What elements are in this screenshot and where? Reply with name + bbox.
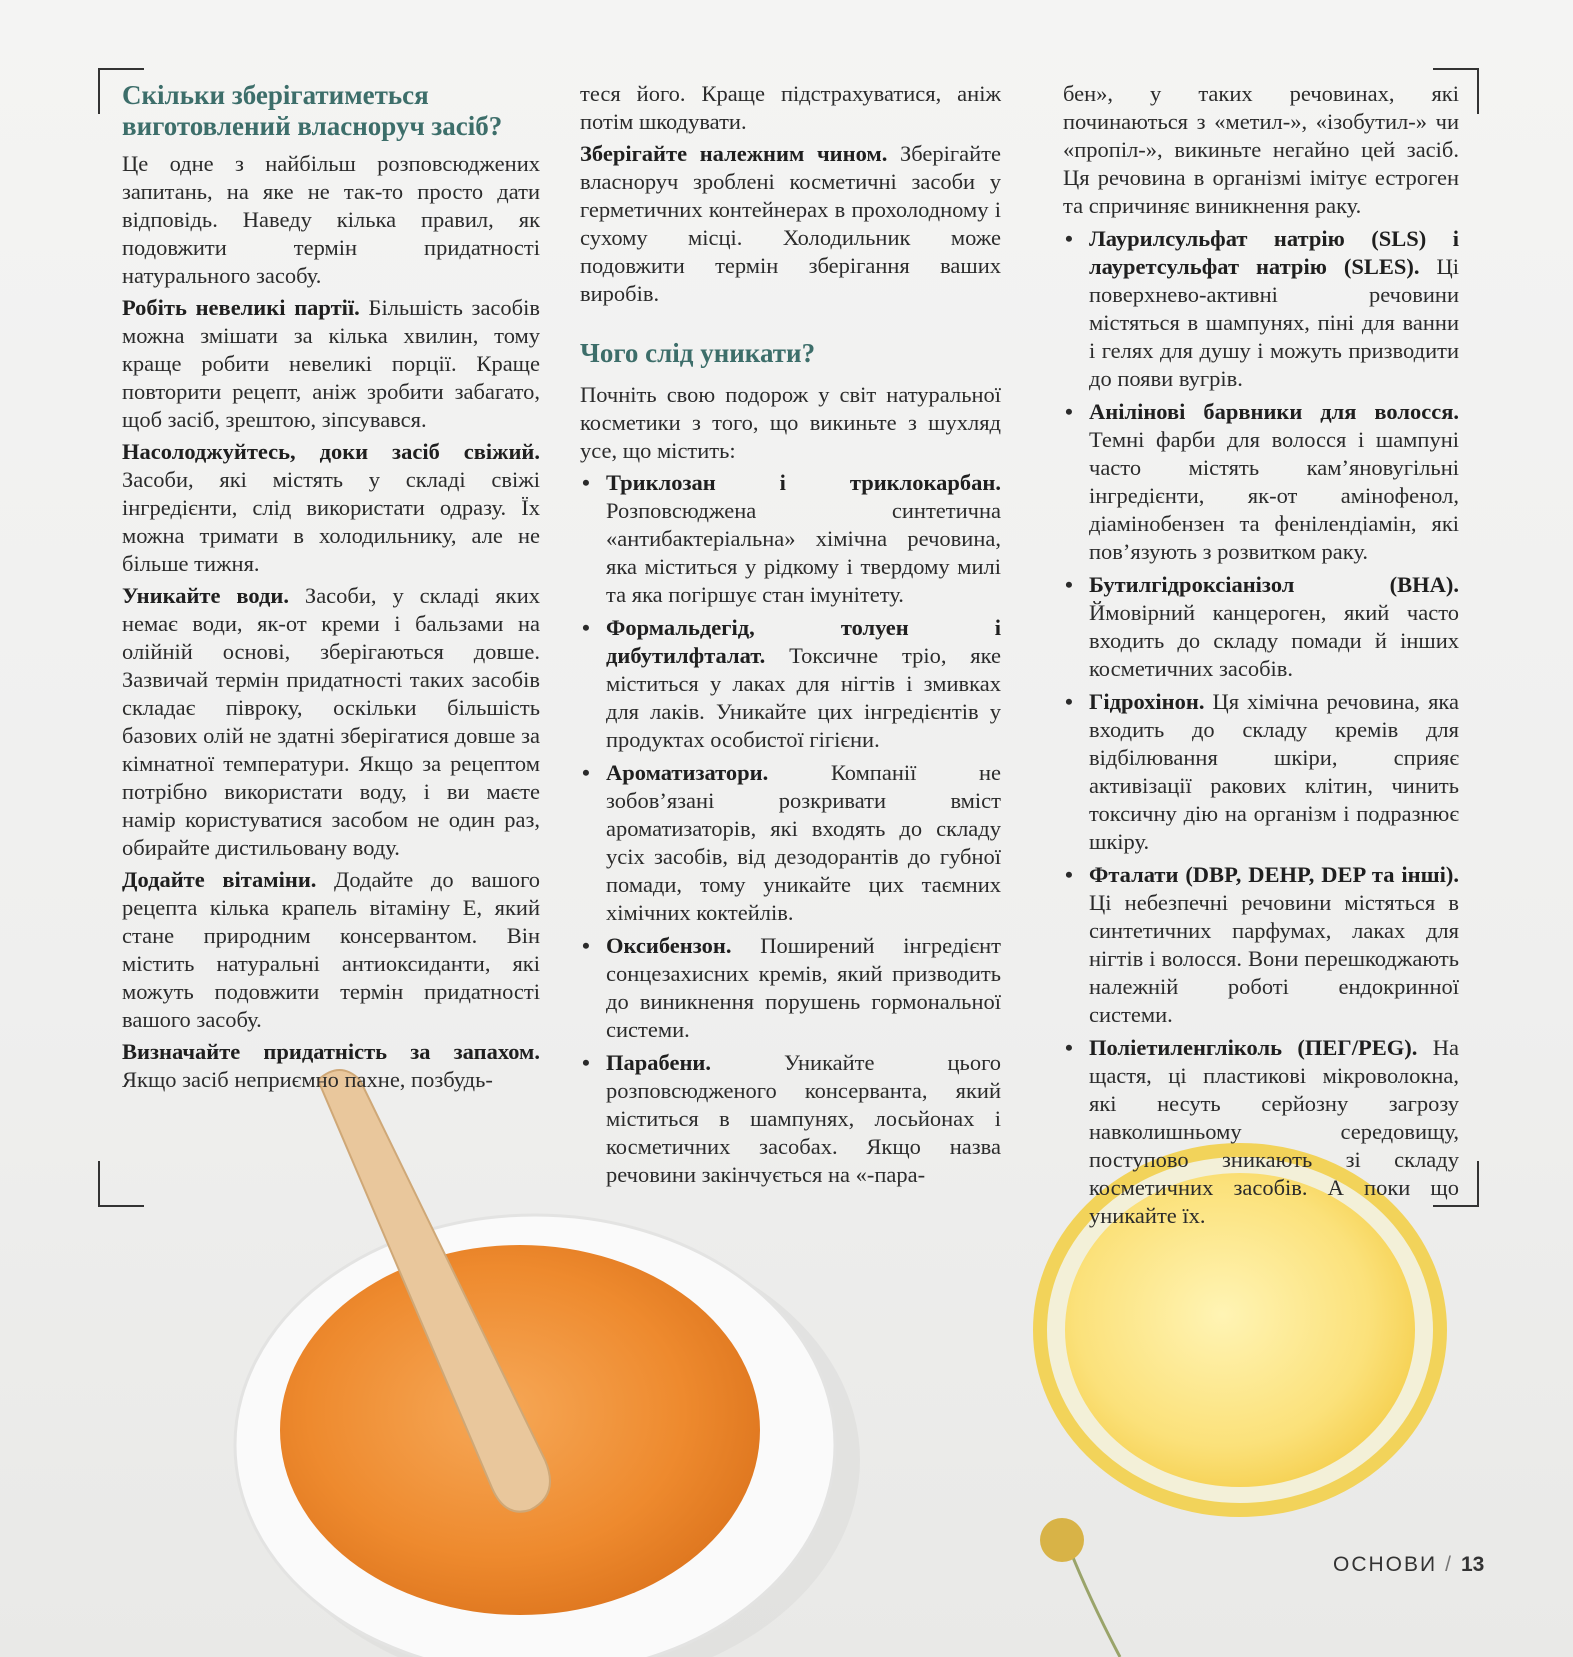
rule-text: Якщо засіб неприємно пахне, позбудь- xyxy=(122,1067,493,1092)
item-title: Формальдегід, толуен і дибутилфталат. xyxy=(606,615,1001,668)
bullet-icon: • xyxy=(1065,862,1073,887)
list-item xyxy=(580,759,1001,927)
paragraph-intro: Почніть свою подорож у світ натуральної косметики з того, що викиньте з шухляд усе, що містить: xyxy=(580,382,1001,463)
paragraph-continued: бен», у таких речовинах, які починаються з «метил-», «ізобутил-» чи «пропіл-», викиньте негайно цей засіб. Ця речовина в організмі імітує естроген та спричиняє виникнення раку. xyxy=(1063,81,1459,218)
item-title: Парабени. xyxy=(606,1050,712,1075)
rule-title: Насолоджуйтесь, доки засіб свіжий. xyxy=(122,439,540,464)
rule-text: Зберігайте власноруч зроблені косметичні засоби у герметичних контейнерах в прохолодному і сухому місці. Холодильник може подовжити термін зберігання ваших виробів. xyxy=(580,141,1001,306)
item-title: Фталати (DBP, DEHP, DEP та інші). xyxy=(1089,862,1459,887)
bullet-icon: • xyxy=(1065,226,1073,251)
heading-storage: Скільки зберігатиметься виготовлений власноруч засіб? xyxy=(122,80,503,141)
bullet-icon: • xyxy=(582,760,590,785)
item-title: Оксибензон. xyxy=(606,933,732,958)
list-item xyxy=(1063,571,1459,683)
page-number: 13 xyxy=(1460,1553,1485,1576)
rule-title: Зберігайте належним чином. xyxy=(580,141,888,166)
item-title: Триклозан і триклокарбан. xyxy=(606,470,1001,495)
bullet-icon: • xyxy=(582,1050,590,1075)
column-2 xyxy=(580,80,1001,1194)
list-item xyxy=(580,614,1001,754)
chamomile-flower xyxy=(1040,1518,1084,1562)
avoid-list-continued xyxy=(1063,225,1459,1230)
frame-corner-bottom-left xyxy=(98,1161,144,1207)
item-text: Ймовірний канцероген, який часто входить до складу помади й інших косметичних засобів. xyxy=(1089,600,1459,681)
heading-avoid: Чого слід уникати? xyxy=(580,338,816,368)
item-text: Поширений інгредієнт сонцезахисних кремів, який призводить до виникнення порушень гормональної системи. xyxy=(606,933,1001,1042)
item-text: Токсичне тріо, яке міститься у лаках для нігтів і змивках для лаків. Уникайте цих інгредієнтів у продуктах особистої гігієни. xyxy=(606,643,1001,752)
bullet-icon: • xyxy=(582,933,590,958)
list-item xyxy=(580,1049,1001,1189)
paragraph-rule xyxy=(580,140,1001,308)
page-footer xyxy=(1333,1553,1484,1577)
list-item xyxy=(1063,688,1459,856)
avoid-list xyxy=(580,469,1001,1189)
rule-text: Засоби, у складі яких немає води, як-от креми і бальзами на олійній основі, зберігаються довше. Зазвичай термін придатності таких засобів складає півроку, оскільки більшість базових олій не здатні зберігатися довше за кімнатної температури. Якщо за рецептом потрібно використати воду, і ви маєте намір користуватися засобом не один раз, обирайте дистильовану воду. xyxy=(122,583,540,860)
footer-separator: / xyxy=(1445,1553,1453,1576)
paragraph-intro: Це одне з найбільш розповсюджених запитань, на яке не так-то просто дати відповідь. Наведу кілька правил, як подовжити термін придатності натурального засобу. xyxy=(122,151,540,288)
column-3 xyxy=(1063,80,1459,1235)
rule-text: Додайте до вашого рецепта кілька крапель вітаміну Е, який стане природним консервантом. Він містить натуральні антиоксиданти, які можуть подовжити термін придатності вашого засобу. xyxy=(122,867,541,1032)
paragraph-rule xyxy=(122,294,540,434)
bullet-icon: • xyxy=(1065,572,1073,597)
item-text: Ці небезпечні речовини містяться в синтетичних парфумах, лаках для нігтів і волосся. Вони перешкоджають належній роботі ендокринної системи. xyxy=(1089,890,1459,1027)
rule-text: Засоби, які містять у складі свіжі інгредієнти, слід використати одразу. Їх можна тримати в холодильнику, але не більше тижня. xyxy=(122,467,540,576)
item-title: Гідрохінон. xyxy=(1089,689,1205,714)
bullet-icon: • xyxy=(1065,399,1073,424)
column-1 xyxy=(122,80,540,1098)
rule-title: Додайте вітаміни. xyxy=(122,867,317,892)
item-text: Компанії не зобов’язані розкривати вміст ароматизаторів, які входять до складу усіх засобів, від дезодорантів до губної помади, тому уникайте цих таємних хімічних коктейлів. xyxy=(606,760,1001,925)
item-title: Бутилгідроксіанізол (ВНА). xyxy=(1089,572,1459,597)
list-item xyxy=(1063,861,1459,1029)
paragraph-rule xyxy=(122,438,540,578)
item-title: Анілінові барвники для волосся. xyxy=(1089,399,1459,424)
bullet-icon: • xyxy=(582,615,590,640)
list-item xyxy=(580,932,1001,1044)
rule-text: Більшість засобів можна змішати за кілька хвилин, тому краще робити невеликі порції. Краще повторити рецепт, аніж зробити забагато, щоб засіб, зрештою, зіпсувався. xyxy=(122,295,540,432)
item-text: Темні фарби для волосся і шампуні часто містять кам’яновугільні інгредієнти, як-от амінофенол, діамінобензен та фенілендіамін, які пов’язують з розвитком раку. xyxy=(1089,427,1459,564)
chamomile-stem xyxy=(1070,1550,1120,1657)
bullet-icon: • xyxy=(1065,689,1073,714)
item-title: Ароматизатори. xyxy=(606,760,769,785)
item-text: Розповсюджена синтетична «антибактеріальна» хімічна речовина, яка міститься у рідкому і твердому милі та яка погіршує стан імунітету. xyxy=(606,498,1001,607)
bullet-icon: • xyxy=(582,470,590,495)
list-item xyxy=(1063,225,1459,393)
item-text: Уникайте цього розповсюдженого консерванта, який міститься в шампунях, лосьйонах і косметичних засобах. Якщо назва речовини закінчується на «-пара- xyxy=(606,1050,1001,1187)
paragraph-rule xyxy=(122,1038,540,1094)
item-text: Ця хімічна речовина, яка входить до складу кремів для відбілювання шкіри, сприяє активізації ракових клітин, чинить токсичну дію на організм і подразнює шкіру. xyxy=(1089,689,1459,854)
rule-title: Робіть невеликі партії. xyxy=(122,295,360,320)
list-item xyxy=(580,469,1001,609)
list-item xyxy=(1063,398,1459,566)
item-title: Лаурилсульфат натрію (SLS) і лауретсульфат натрію (SLES). xyxy=(1089,226,1459,279)
paragraph-continued: теся його. Краще підстрахуватися, аніж потім шкодувати. xyxy=(580,81,1001,134)
rule-title: Визначайте придатність за запахом. xyxy=(122,1039,540,1064)
list-item xyxy=(1063,1034,1459,1230)
item-title: Поліетиленгліколь (ПЕГ/PEG). xyxy=(1089,1035,1418,1060)
item-text: На щастя, ці пластикові мікроволокна, які несуть серйозну загрозу навколишньому середовищу, поступово зникають зі складу косметичних засобів. А поки що уникайте їх. xyxy=(1089,1035,1459,1228)
rule-title: Уникайте води. xyxy=(122,583,289,608)
item-text: Ці поверхнево-активні речовини містяться в шампунях, піні для ванни і гелях для душу і можуть призводити до появи вугрів. xyxy=(1089,254,1459,391)
section-name: ОСНОВИ xyxy=(1333,1553,1438,1576)
bullet-icon: • xyxy=(1065,1035,1073,1060)
paragraph-rule xyxy=(122,866,540,1034)
paragraph-rule xyxy=(122,582,540,862)
